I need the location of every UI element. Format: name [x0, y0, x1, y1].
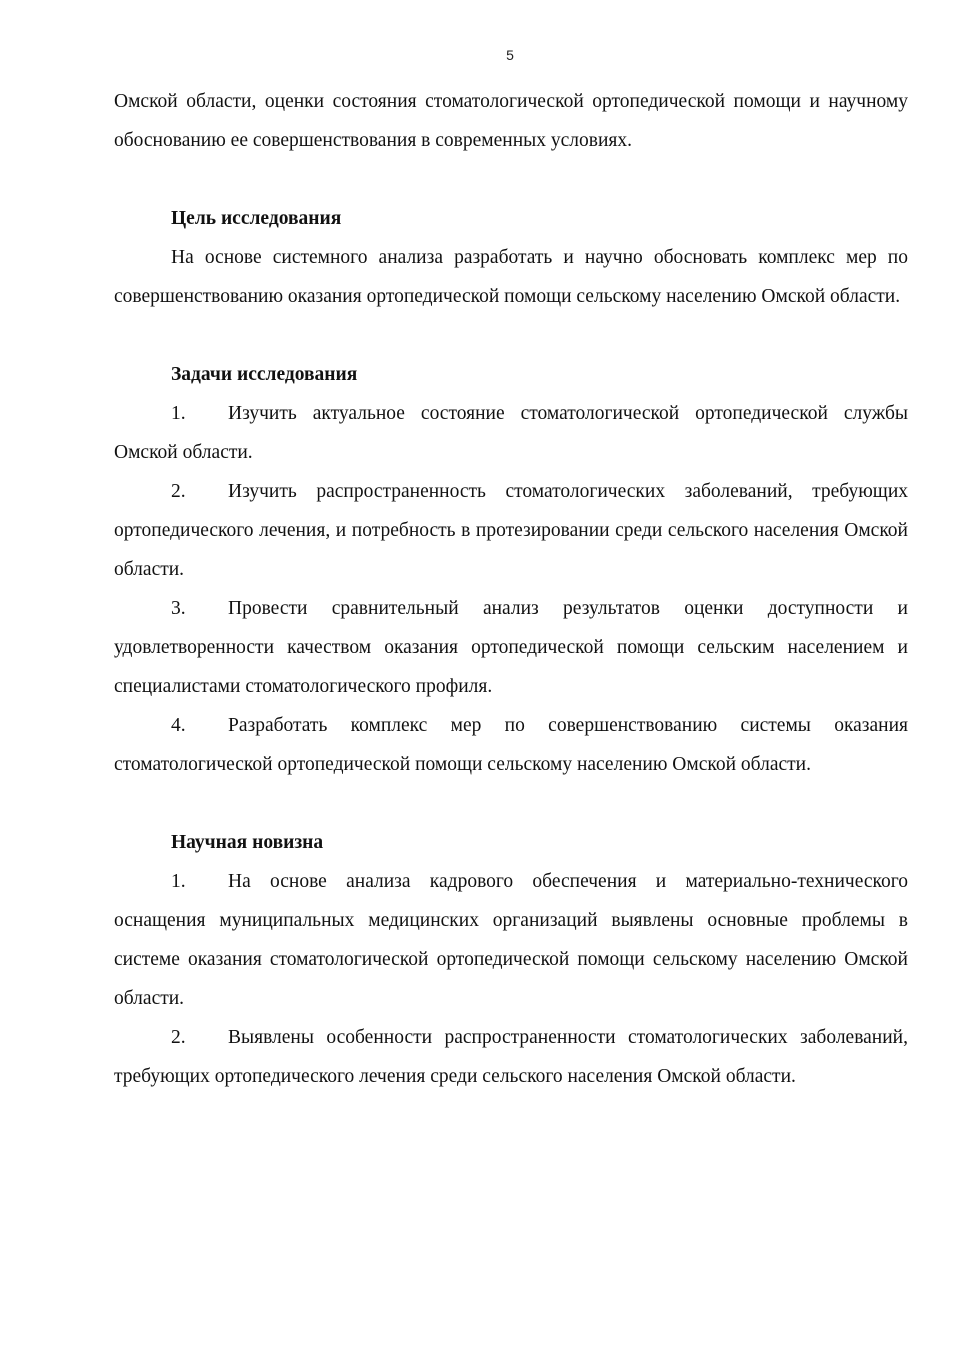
- list-text: Разработать комплекс мер по совершенствованию системы оказания стоматологической ортопедической помощи сельскому населению Омской области.: [114, 715, 908, 775]
- list-text: Изучить актуальное состояние стоматологической ортопедической службы Омской области.: [114, 403, 908, 463]
- list-number: 2.: [171, 481, 186, 502]
- intro-paragraph: Омской области, оценки состояния стоматологической ортопедической помощи и научному обоснованию ее совершенствования в современных условиях.: [114, 91, 908, 151]
- task-item-2: [114, 472, 908, 589]
- novelty-item-1: [114, 862, 908, 1018]
- spacer: [114, 784, 908, 823]
- list-text: Провести сравнительный анализ результатов оценки доступности и удовлетворенности качеством оказания ортопедической помощи сельским населением и специалистами стоматологического профиля.: [114, 598, 908, 697]
- list-text: На основе анализа кадрового обеспечения и материально-технического оснащения муниципальных медицинских организаций выявлены основные проблемы в системе оказания стоматологической ортопедической помощи сельскому населению Омской области.: [114, 871, 908, 1009]
- task-item-4: [114, 706, 908, 784]
- goal-heading: Цель исследования: [171, 208, 342, 229]
- list-number: 1.: [171, 403, 186, 424]
- goal-paragraph: На основе системного анализа разработать и научно обосновать комплекс мер по совершенствованию оказания ортопедической помощи сельскому населению Омской области.: [114, 247, 908, 307]
- document-body: [114, 82, 908, 1096]
- page-number: 5: [506, 47, 514, 63]
- task-item-3: [114, 589, 908, 706]
- list-number: 4.: [171, 715, 186, 736]
- list-number: 2.: [171, 1027, 186, 1048]
- list-number: 3.: [171, 598, 186, 619]
- novelty-heading: Научная новизна: [171, 832, 324, 853]
- list-text: Изучить распространенность стоматологических заболеваний, требующих ортопедического лечения, и потребность в протезировании среди сельского населения Омской области.: [114, 481, 908, 580]
- list-text: Выявлены особенности распространенности стоматологических заболеваний, требующих ортопедического лечения среди сельского населения Омской области.: [114, 1027, 908, 1087]
- list-number: 1.: [171, 871, 186, 892]
- task-item-1: [114, 394, 908, 472]
- tasks-heading: Задачи исследования: [171, 364, 358, 385]
- spacer: [114, 316, 908, 355]
- spacer: [114, 160, 908, 199]
- novelty-item-2: [114, 1018, 908, 1096]
